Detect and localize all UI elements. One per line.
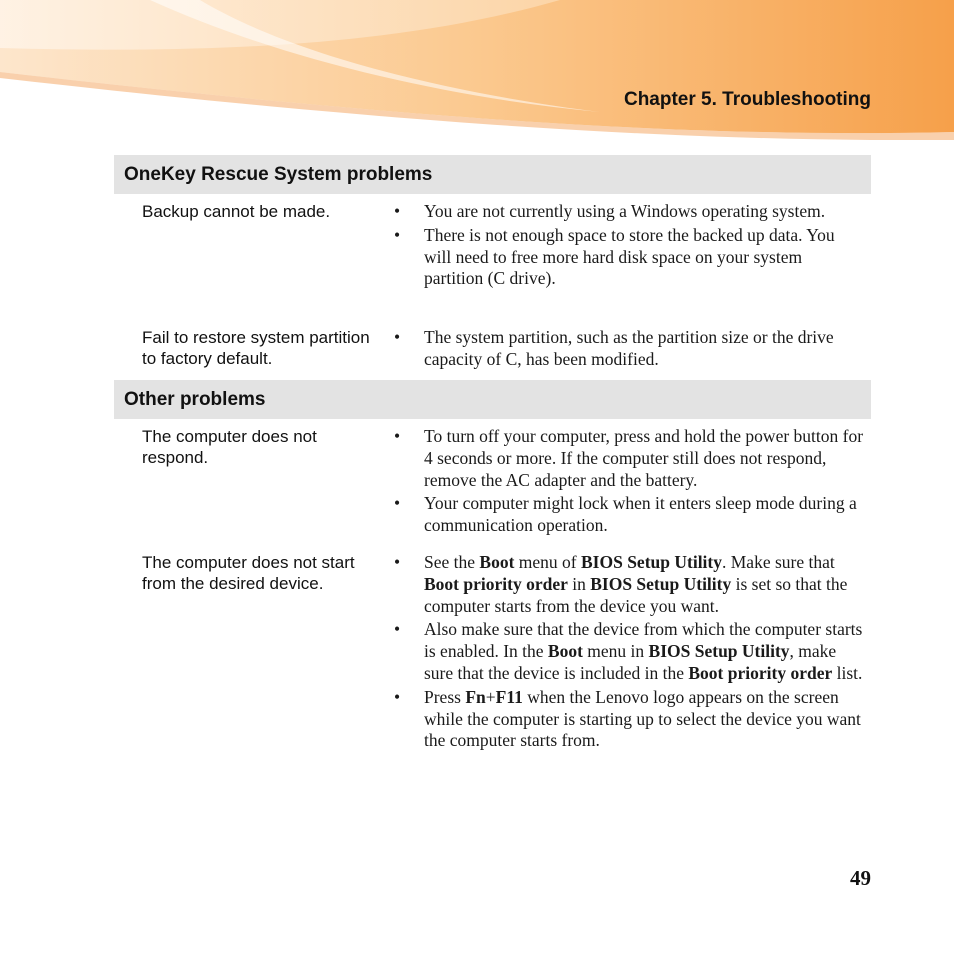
bold-term: Boot [547, 641, 583, 662]
solutions-backup [394, 201, 864, 292]
bullet-icon: • [394, 224, 401, 245]
solution-text: Also make sure that the device from which the computer starts is enabled. In the Boot menu in BIOS Setup Utility, make sure that the device is included in the Boot priority order list. [424, 619, 863, 683]
bold-term: Fn [465, 686, 486, 707]
solution-item [394, 225, 864, 290]
bold-term: BIOS Setup Utility [648, 641, 790, 662]
solution-text: The system partition, such as the partition size or the drive capacity of C, has been modified. [424, 327, 834, 369]
bullet-icon: • [394, 493, 401, 514]
chapter-title: Chapter 5. Troubleshooting [623, 89, 871, 110]
solution-text: Press Fn+F11 when the Lenovo logo appears on the screen while the computer is starting up to select the device you want the computer starts from. [424, 686, 861, 751]
problem-restore: Fail to restore system partition to factory default. [142, 328, 370, 368]
solution-item [394, 687, 864, 752]
solution-text: There is not enough space to store the backed up data. You will need to free more hard disk space on your system partition (C drive). [424, 224, 835, 289]
bold-term: F11 [495, 686, 523, 707]
bold-term: BIOS Setup Utility [581, 552, 722, 572]
bullet-icon: • [394, 201, 401, 221]
solution-item [394, 201, 864, 223]
bullet-icon: • [394, 686, 401, 707]
problem-not-start-device: The computer does not start from the desired device. [142, 553, 355, 593]
section-title-other: Other problems [114, 380, 871, 419]
header-swoosh-decoration [0, 0, 954, 140]
bold-term: BIOS Setup Utility [590, 573, 732, 594]
bold-term: Boot priority order [688, 662, 833, 683]
bullet-icon: • [394, 327, 401, 347]
solutions-not-start-device [394, 552, 864, 754]
solution-text: Your computer might lock when it enters sleep mode during a communication operation. [424, 493, 857, 536]
bold-term: Boot priority order [424, 573, 568, 594]
bold-term: Boot [479, 552, 515, 572]
problem-not-respond: The computer does not respond. [142, 427, 317, 467]
solution-item [394, 426, 864, 491]
bullet-icon: • [394, 426, 401, 446]
page-number: 49 [850, 866, 871, 890]
problem-backup: Backup cannot be made. [142, 202, 331, 221]
solution-item [394, 619, 864, 684]
solution-text: You are not currently using a Windows operating system. [424, 201, 826, 221]
solution-text: To turn off your computer, press and hold the power button for 4 seconds or more. If the computer still does not respond, remove the AC adapter and the battery. [424, 426, 864, 490]
section-title-onekey: OneKey Rescue System problems [114, 155, 871, 194]
solution-item [394, 493, 864, 537]
solution-text: See the Boot menu of BIOS Setup Utility. Make sure that Boot priority order in BIOS Setup Utility is set so that the computer starts from the device you want. [424, 552, 848, 616]
solution-item [394, 327, 864, 371]
solutions-restore [394, 327, 864, 373]
bullet-icon: • [394, 619, 401, 640]
solution-item [394, 552, 864, 617]
solutions-not-respond [394, 426, 864, 539]
bullet-icon: • [394, 552, 401, 572]
